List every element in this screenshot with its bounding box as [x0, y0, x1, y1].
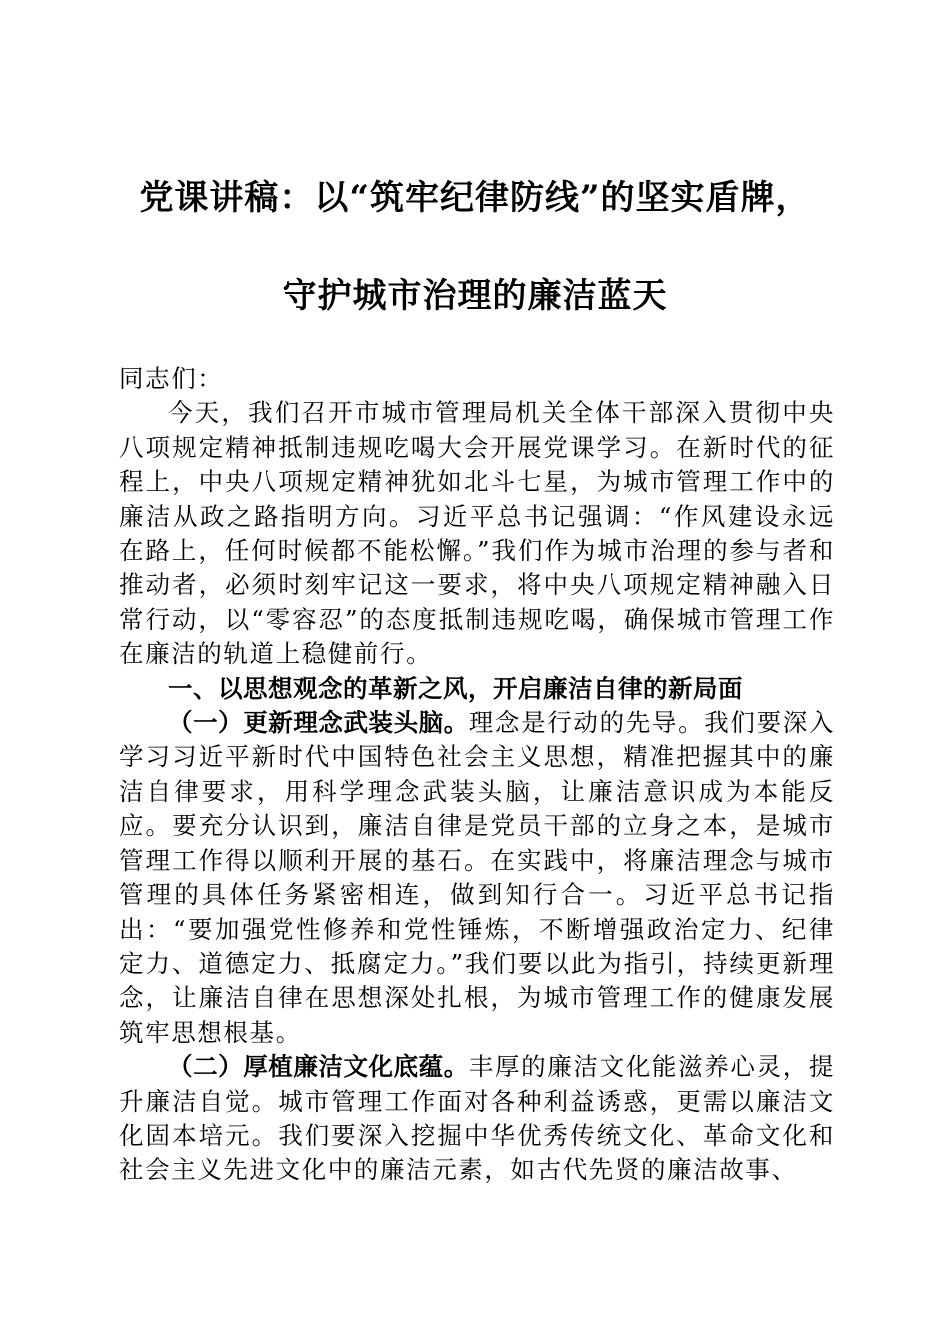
document-body: [119, 362, 835, 1188]
subsection-1-lead: （一）更新理念武装头脑。: [168, 708, 469, 738]
section-1-paragraph-1: [119, 706, 835, 1050]
section-1-heading: 一、以思想观念的革新之风，开启廉洁自律的新局面: [168, 673, 743, 703]
salutation: 同志们：: [119, 364, 224, 393]
document-title-line-1: 党课讲稿：以“筑牢纪律防线”的坚实盾牌，: [139, 178, 811, 218]
document-title-line-2: 守护城市治理的廉洁蓝天: [282, 276, 668, 316]
subsection-2-lead: （二）厚植廉洁文化底蕴。: [168, 1052, 469, 1082]
subsection-2-text: 丰厚的廉洁文化能滋养心灵，提升廉洁自觉。城市管理工作面对各种利益诱惑，更需以廉洁文化固本培元。我们要深入挖掘中华优秀传统文化、革命文化和社会主义先进文化中的廉洁元素，如古代先贤的廉洁故事、: [119, 1052, 835, 1185]
section-1-paragraph-2: [119, 1050, 835, 1188]
intro-paragraph: 今天，我们召开市城市管理局机关全体干部深入贯彻中央八项规定精神抵制违规吃喝大会开展党课学习。在新时代的征程上，中央八项规定精神犹如北斗七星，为城市管理工作中的廉洁从政之路指明方向。习近平总书记强调：“作风建设永远在路上，任何时候都不能松懈。”我们作为城市治理的参与者和推动者，必须时刻牢记这一要求，将中央八项规定精神融入日常行动，以“零容忍”的态度抵制违规吃喝，确保城市管理工作在廉洁的轨道上稳健前行。: [119, 398, 835, 669]
subsection-1-text: 理念是行动的先导。我们要深入学习习近平新时代中国特色社会主义思想，精准把握其中的廉洁自律要求，用科学理念武装头脑，让廉洁意识成为本能反应。要充分认识到，廉洁自律是党员干部的立身之本，是城市管理工作得以顺利开展的基石。在实践中，将廉洁理念与城市管理的具体任务紧密相连，做到知行合一。习近平总书记指出：“要加强党性修养和党性锤炼，不断增强政治定力、纪律定力、道德定力、抵腐定力。”我们要以此为指引，持续更新理念，让廉洁自律在思想深处扎根，为城市管理工作的健康发展筑牢思想根基。: [119, 708, 835, 1047]
